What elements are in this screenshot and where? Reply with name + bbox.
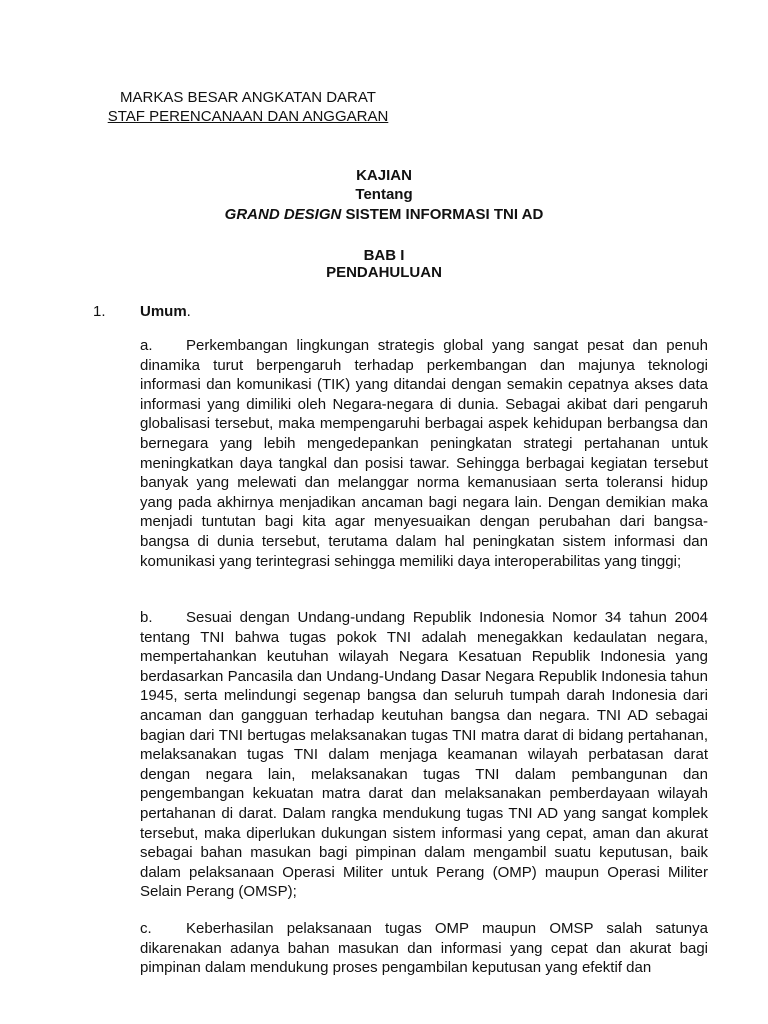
doc-title-italic: GRAND DESIGN	[224, 206, 342, 223]
section-heading	[140, 302, 191, 322]
doc-title-rest: SISTEM INFORMASI TNI AD	[341, 206, 544, 223]
paragraph-label: b.	[140, 609, 153, 626]
doc-type: KAJIAN	[356, 167, 412, 184]
paragraph-a	[140, 336, 708, 571]
chapter-title: PENDAHULUAN	[326, 264, 442, 281]
paragraph-label: a.	[140, 337, 153, 354]
paragraph-c	[140, 919, 708, 978]
chapter-number: BAB I	[363, 247, 405, 264]
paragraph-text: Keberhasilan pelaksanaan tugas OMP maupun OMSP salah satunya dikarenakan adanya bahan masukan dan informasi yang cepat dan akurat bagi pimpinan dalam mendukung proses pengambilan keputusan yang efektif dan	[140, 920, 708, 977]
paragraph-text: Sesuai dengan Undang-undang Republik Indonesia Nomor 34 tahun 2004 tentang TNI bahwa tugas pokok TNI adalah menegakkan kedaulatan negara, mempertahankan keutuhan wilayah Negara Kesatuan Republik Indonesia yang berdasarkan Pancasila dan Undang-Undang Dasar Negara Republik Indonesia tahun 1945, serta melindungi segenap bangsa dan seluruh tumpah darah Indonesia dari ancaman dan gangguan terhadap keutuhan bangsa dan negara. TNI AD sebagai bagian dari TNI bertugas melaksanakan tugas TNI matra darat di bidang pertahanan, melaksanakan tugas TNI dalam menjaga keamanan wilayah perbatasan darat dengan negara lain, melaksanakan tugas TNI dalam pembangunan dan pengembangan kekuatan matra darat dan melaksanakan pemberdayaan wilayah pertahanan di darat. Dalam rangka mendukung tugas TNI AD yang sangat komplek tersebut, maka diperlukan dukungan sistem informasi yang cepat, aman dan akurat sebagai bahan masukan bagi pimpinan dalam mengambil suatu keputusan, baik dalam pelaksanaan Operasi Militer untuk Perang (OMP) maupun Operasi Militer Selain Perang (OMSP);	[140, 609, 708, 901]
section-title: Umum	[140, 303, 187, 320]
org-name: MARKAS BESAR ANGKATAN DARAT	[120, 89, 376, 106]
paragraph-label: c.	[140, 920, 152, 937]
org-unit: STAF PERENCANAAN DAN ANGGARAN	[107, 108, 389, 125]
section-number: 1.	[93, 303, 106, 320]
paragraph-text: Perkembangan lingkungan strategis global yang sangat pesat dan penuh dinamika turut berpengaruh terhadap perkembangan dan majunya teknologi informasi dan komunikasi (TIK) yang ditandai dengan semakin cepatnya akses data informasi yang dimiliki oleh Negara-negara di dunia. Sebagai akibat dari pengaruh globalisasi tersebut, maka mempengaruhi berbagai aspek kehidupan berbangsa dan bernegara yang lebih mengedepankan peningkatan strategi pertahanan untuk meningkatkan daya tangkal dan posisi tawar. Sehingga berbagai kegiatan tersebut banyak yang melewati dan melanggar norma kemanusiaan serta toleransi hidup yang pada akhirnya menjadikan ancaman bagi negara lain. Dengan demikian maka menjadi tuntutan bagi kita agar menyesuaikan dengan perubahan dari bangsa-bangsa di dunia tersebut, terutama dalam hal peningkatan sistem informasi dan komunikasi yang terintegrasi sehingga memiliki daya interoperabilitas yang tinggi;	[140, 337, 708, 570]
section-title-suffix: .	[186, 303, 191, 320]
paragraph-b	[140, 608, 708, 902]
doc-title	[0, 205, 768, 225]
doc-about: Tentang	[355, 186, 413, 203]
